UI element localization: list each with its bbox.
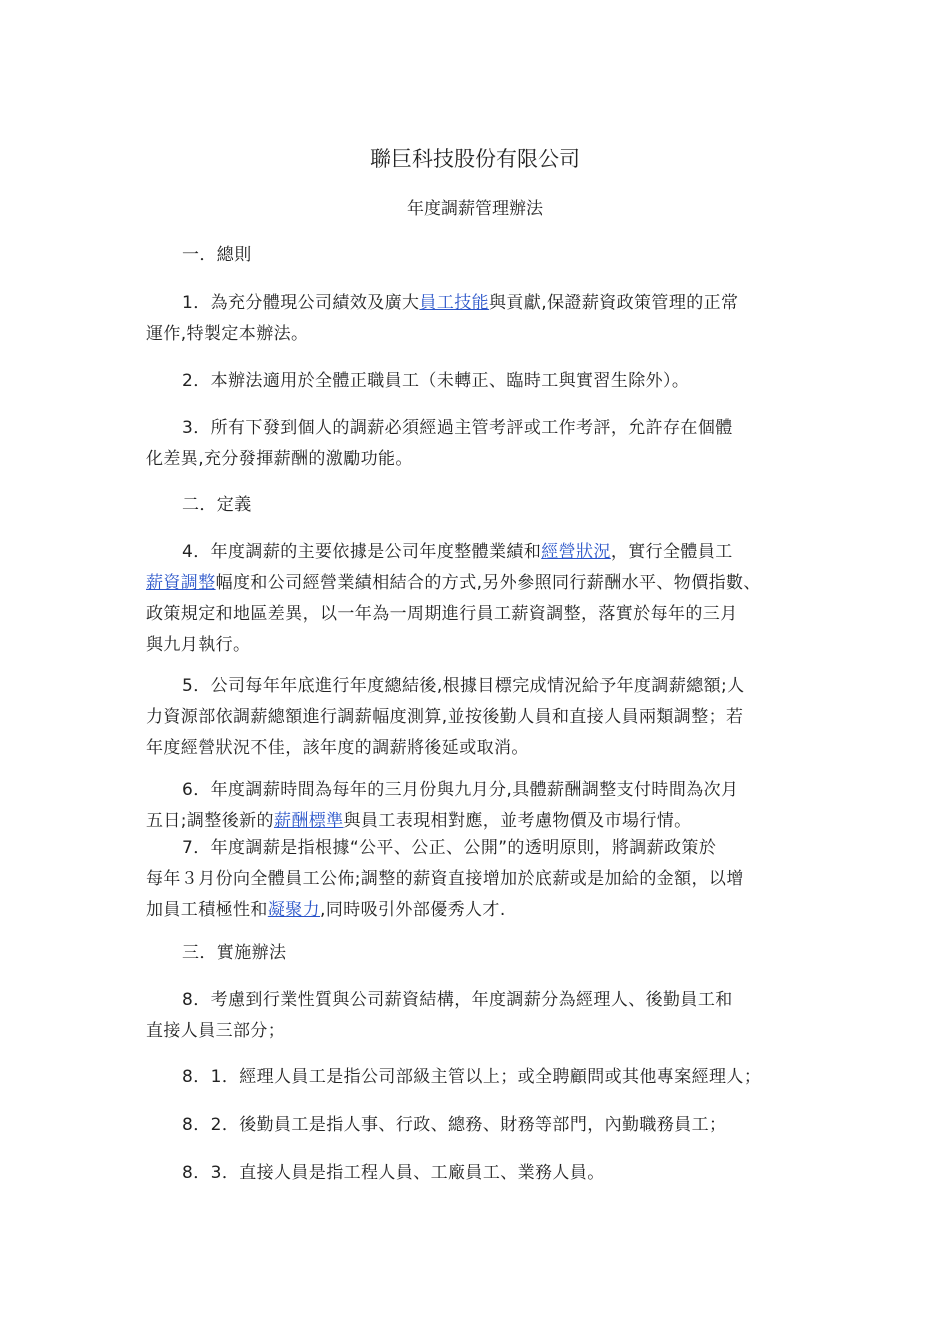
paragraph-4: 4．年度調薪的主要依據是公司年度整體業績和經營狀況，實行全體員工 薪資調整幅度和公司經營業績相結合的方式,另外參照同行薪酬水平、物價指數、 政策規定和地區差異，以一年為一周期進行員工薪資調整，落實於每年的三月 與九月執行。 [146, 542, 761, 655]
paragraph-8-2: 8．2．後勤員工是指人事、行政、總務、財務等部門，內勤職務員工； [182, 1115, 727, 1135]
document-subtitle: 年度調薪管理辦法 [407, 199, 543, 219]
document-title: 聯巨科技股份有限公司 [370, 147, 580, 171]
section-heading-implementation: 三．實施辦法 [182, 943, 287, 963]
section-heading-general: 一．總則 [182, 245, 252, 265]
link-business-status[interactable]: 經營狀況 [541, 542, 611, 562]
paragraph-1: 1．為充分體現公司績效及廣大員工技能與貢獻,保證薪資政策管理的正常 運作,特製定本辦法。 [146, 293, 739, 344]
section-heading-definition: 二．定義 [182, 495, 252, 515]
link-salary-adjustment[interactable]: 薪資調整 [146, 573, 216, 593]
link-employee-skills[interactable]: 員工技能 [419, 293, 490, 313]
paragraph-8: 8．考慮到行業性質與公司薪資結構，年度調薪分為經理人、後勤員工和 直接人員三部分； [146, 990, 733, 1041]
paragraph-8-1: 8．1．經理人員工是指公司部級主管以上；或全聘顧問或其他專案經理人； [182, 1067, 762, 1087]
paragraph-8-3: 8．3．直接人員是指工程人員、工廠員工、業務人員。 [182, 1163, 605, 1183]
paragraph-6: 6．年度調薪時間為每年的三月份與九月分,具體薪酬調整支付時間為次月 五日;調整後新的薪酬標準與員工表現相對應，並考慮物價及市場行情。 [146, 780, 739, 831]
paragraph-2: 2．本辦法適用於全體正職員工（未轉正、臨時工與實習生除外）。 [182, 371, 690, 391]
paragraph-3: 3．所有下發到個人的調薪必須經過主管考評或工作考評，允許存在個體 化差異,充分發揮薪酬的激勵功能。 [146, 418, 733, 469]
paragraph-7: 7．年度調薪是指根據“公平、公正、公開”的透明原則，將調薪政策於 每年３月份向全體員工公佈;調整的薪資直接增加於底薪或是加給的金額，以增 加員工積極性和凝聚力,同時吸引外部優秀人才. [146, 838, 744, 920]
paragraph-5: 5．公司每年年底進行年度總結後,根據目標完成情況給予年度調薪總額;人 力資源部依調薪總額進行調薪幅度測算,並按後勤人員和直接人員兩類調整；若 年度經營狀況不佳，該年度的調薪將後延或取消。 [146, 676, 745, 758]
link-cohesion[interactable]: 凝聚力 [267, 900, 321, 920]
link-compensation-standard[interactable]: 薪酬標準 [273, 811, 344, 831]
